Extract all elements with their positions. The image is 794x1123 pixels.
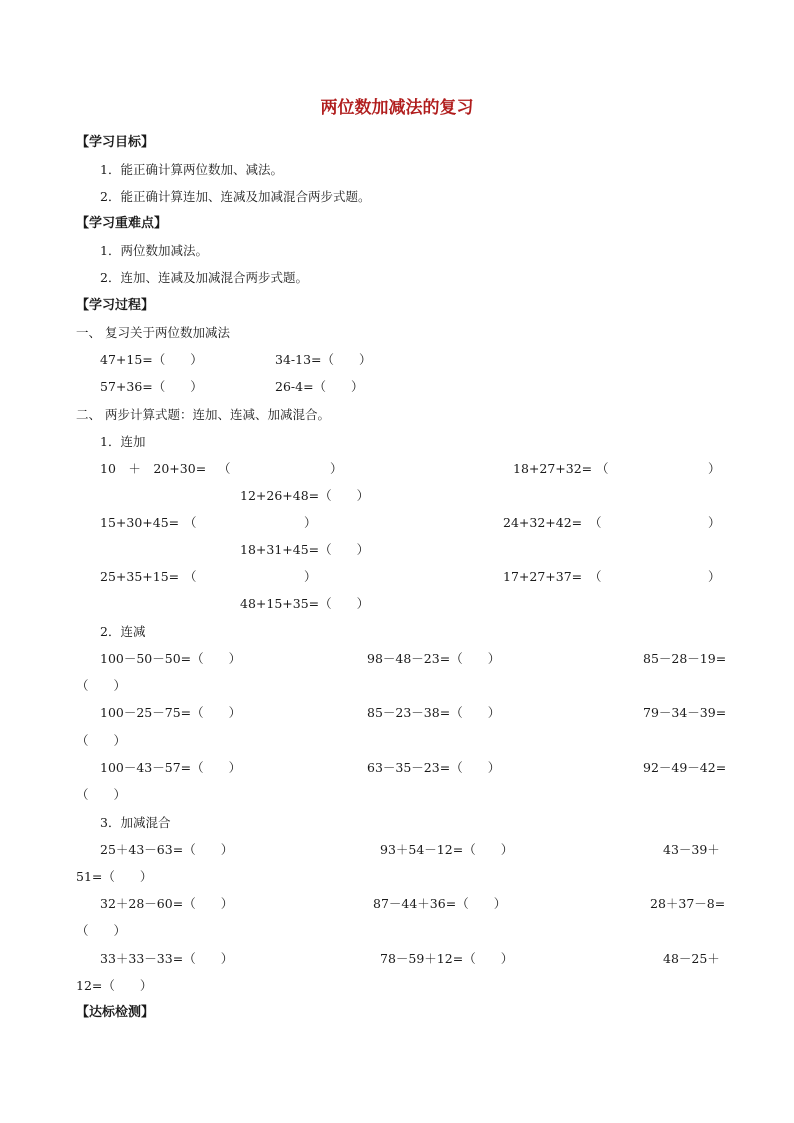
problem: 93＋54－12=（ ） <box>380 842 514 857</box>
problem: 48+15+35=（ ） <box>240 596 370 611</box>
problem-answer: （ ） <box>76 678 127 693</box>
problem: 15+30+45= <box>100 515 180 530</box>
problem: 12+26+48=（ ） <box>240 488 370 503</box>
check-heading: 【达标检测】 <box>76 1005 155 1020</box>
problem: 26-4=（ ） <box>275 379 364 394</box>
problem: 78－59＋12=（ ） <box>380 951 514 966</box>
problem: 85－28－19= <box>643 651 727 666</box>
problem: 92－49－42= <box>643 760 727 775</box>
paren-close: ） <box>708 569 721 584</box>
problem: 32＋28－60=（ ） <box>100 896 234 911</box>
keypoints-heading: 【学习重难点】 <box>76 216 168 231</box>
problem: 100－50－50=（ ） <box>100 651 242 666</box>
problem: 79－34－39= <box>643 705 727 720</box>
problem: 17+27+37= <box>503 569 583 584</box>
problem: 57+36=（ ） <box>100 379 203 394</box>
problem: 47+15=（ ） <box>100 352 203 367</box>
problem: 43－39＋ <box>663 842 720 857</box>
problem: 10 ＋ 20+30= <box>100 461 207 476</box>
problem: 98－48－23=（ ） <box>367 651 501 666</box>
paren-open: （ <box>589 569 602 584</box>
problem: 87－44＋36=（ ） <box>373 896 507 911</box>
problem-answer: （ ） <box>76 787 127 802</box>
lianjia-label: 1．连加 <box>100 434 146 449</box>
problem: 25+35+15= <box>100 569 180 584</box>
part2-title: 二、 两步计算式题：连加、连减、加减混合。 <box>76 407 330 422</box>
hunhe-label: 3．加减混合 <box>100 815 171 830</box>
problem: 100－25－75=（ ） <box>100 705 242 720</box>
goals-heading: 【学习目标】 <box>76 135 155 150</box>
paren-close: ） <box>708 461 721 476</box>
problem-answer: 51=（ ） <box>76 869 153 884</box>
paren-close: ） <box>330 461 343 476</box>
problem-answer: （ ） <box>76 733 127 748</box>
process-heading: 【学习过程】 <box>76 298 155 313</box>
problem: 28＋37－8= <box>650 896 726 911</box>
problem: 100－43－57=（ ） <box>100 760 242 775</box>
paren-close: ） <box>304 515 317 530</box>
paren-open: （ <box>184 569 197 584</box>
keypoint-item-1: 1．两位数加减法。 <box>100 243 208 258</box>
paren-close: ） <box>708 515 721 530</box>
problem: 18+27+32= <box>513 461 593 476</box>
problem-answer: 12=（ ） <box>76 978 153 993</box>
problem-answer: （ ） <box>76 923 127 938</box>
problem: 33＋33－33=（ ） <box>100 951 234 966</box>
goal-item-1: 1．能正确计算两位数加、减法。 <box>100 162 283 177</box>
paren-open: （ <box>589 515 602 530</box>
paren-open: （ <box>218 461 231 476</box>
paren-close: ） <box>304 569 317 584</box>
goal-item-2: 2．能正确计算连加、连减及加减混合两步式题。 <box>100 189 371 204</box>
problem: 34-13=（ ） <box>275 352 372 367</box>
problem: 24+32+42= <box>503 515 583 530</box>
paren-open: （ <box>596 461 609 476</box>
problem: 25＋43－63=（ ） <box>100 842 234 857</box>
lianjian-label: 2．连减 <box>100 624 146 639</box>
problem: 85－23－38=（ ） <box>367 705 501 720</box>
paren-open: （ <box>184 515 197 530</box>
problem: 63－35－23=（ ） <box>367 760 501 775</box>
problem: 18+31+45=（ ） <box>240 542 370 557</box>
problem: 48－25＋ <box>663 951 720 966</box>
page-title: 两位数加减法的复习 <box>320 98 474 118</box>
keypoint-item-2: 2．连加、连减及加减混合两步式题。 <box>100 270 308 285</box>
part1-title: 一、 复习关于两位数加减法 <box>76 325 230 340</box>
